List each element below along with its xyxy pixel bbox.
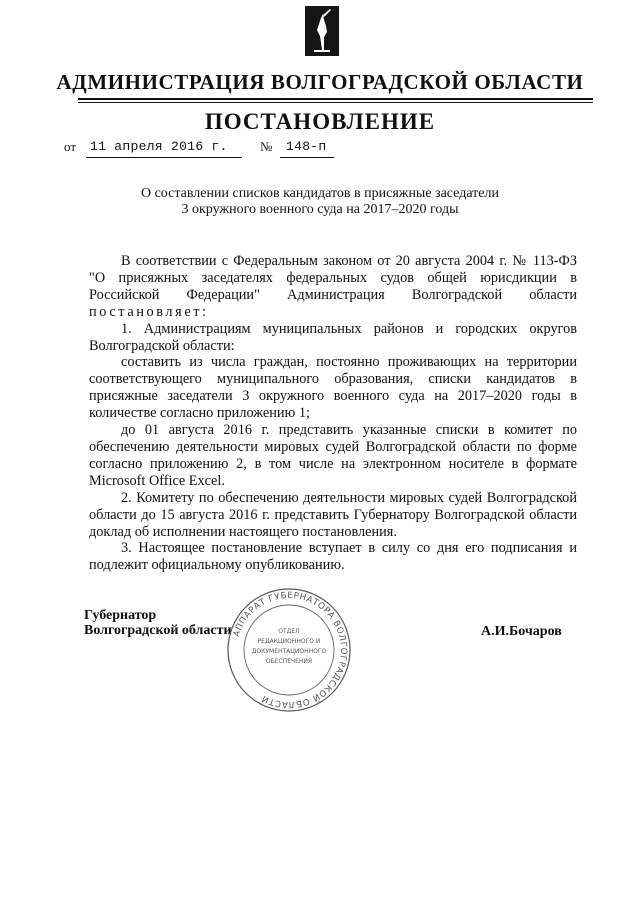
preamble-text: В соответствии с Федеральным законом от 20 августа 2004 г. № 113-ФЗ "О присяжных заседателях федеральных судов общей юрисдикции в Российской Федерации" Администрация Волгоградской области bbox=[89, 253, 577, 303]
number-underline bbox=[280, 157, 334, 158]
stamp-outer-text: АППАРАТ ГУБЕРНАТОРА ВОЛГОГРАДСКОЙ ОБЛАСТИ bbox=[231, 590, 349, 710]
body-paragraph: составить из числа граждан, постоянно проживающих на территории соответствующего муниципального образования, списки кандидатов в присяжные заседатели 3 окружного военного суда на 2017–2020 годы в количестве согласно приложению 1; bbox=[89, 354, 577, 422]
number-label: № bbox=[260, 139, 273, 154]
organization-title: АДМИНИСТРАЦИЯ ВОЛГОГРАДСКОЙ ОБЛАСТИ bbox=[56, 70, 584, 94]
signer-title-line: Губернатор bbox=[84, 608, 157, 623]
body-paragraph: 3. Настоящее постановление вступает в силу со дня его подписания и подлежит официальному опубликованию. bbox=[89, 540, 577, 574]
document-body bbox=[89, 253, 577, 574]
stamp-inner-line: ОТДЕЛ bbox=[278, 628, 300, 635]
document-number: 148-п bbox=[286, 139, 327, 154]
stamp-inner-line: ОБЕСПЕЧЕНИЯ bbox=[265, 658, 313, 665]
volgograd-emblem-icon bbox=[305, 6, 339, 56]
signer-name: А.И.Бочаров bbox=[481, 624, 562, 639]
body-paragraph: до 01 августа 2016 г. представить указанные списки в комитет по обеспечению деятельности мировых судей Волгоградской области по форме согласно приложению 2, в том числе на электронном носителе в формате Microsoft Office Excel. bbox=[89, 422, 577, 489]
body-paragraph bbox=[89, 253, 577, 321]
document-type-title: ПОСТАНОВЛЕНИЕ bbox=[204, 109, 436, 134]
official-stamp bbox=[224, 585, 354, 715]
stamp-inner-line: ДОКУМЕНТАЦИОННОГО bbox=[251, 648, 327, 655]
header-rule-thin bbox=[78, 102, 593, 103]
subject-line: О составлении списков кандидатов в присяжные заседатели bbox=[140, 186, 499, 201]
stamp-inner-line: РЕДАКЦИОННОГО И bbox=[257, 638, 321, 645]
header-rule-thick bbox=[78, 98, 593, 100]
document-subject bbox=[0, 186, 640, 218]
date-underline bbox=[86, 157, 242, 158]
body-paragraph: 1. Администрациям муниципальных районов и городских округов Волгоградской области: bbox=[89, 320, 577, 354]
body-paragraph: 2. Комитету по обеспечению деятельности мировых судей Волгоградской области до 15 августа 2016 г. представить Губернатору Волгоградской области доклад об исполнении настоящего постановления. bbox=[89, 489, 577, 540]
subject-line: 3 окружного военного суда на 2017–2020 годы bbox=[181, 202, 459, 217]
signer-title bbox=[84, 608, 232, 638]
signer-title-line: Волгоградской области bbox=[84, 623, 232, 638]
decree-word: постановляет: bbox=[89, 303, 209, 320]
document-date: 11 апреля 2016 г. bbox=[90, 139, 228, 154]
date-from-label: от bbox=[64, 139, 77, 154]
